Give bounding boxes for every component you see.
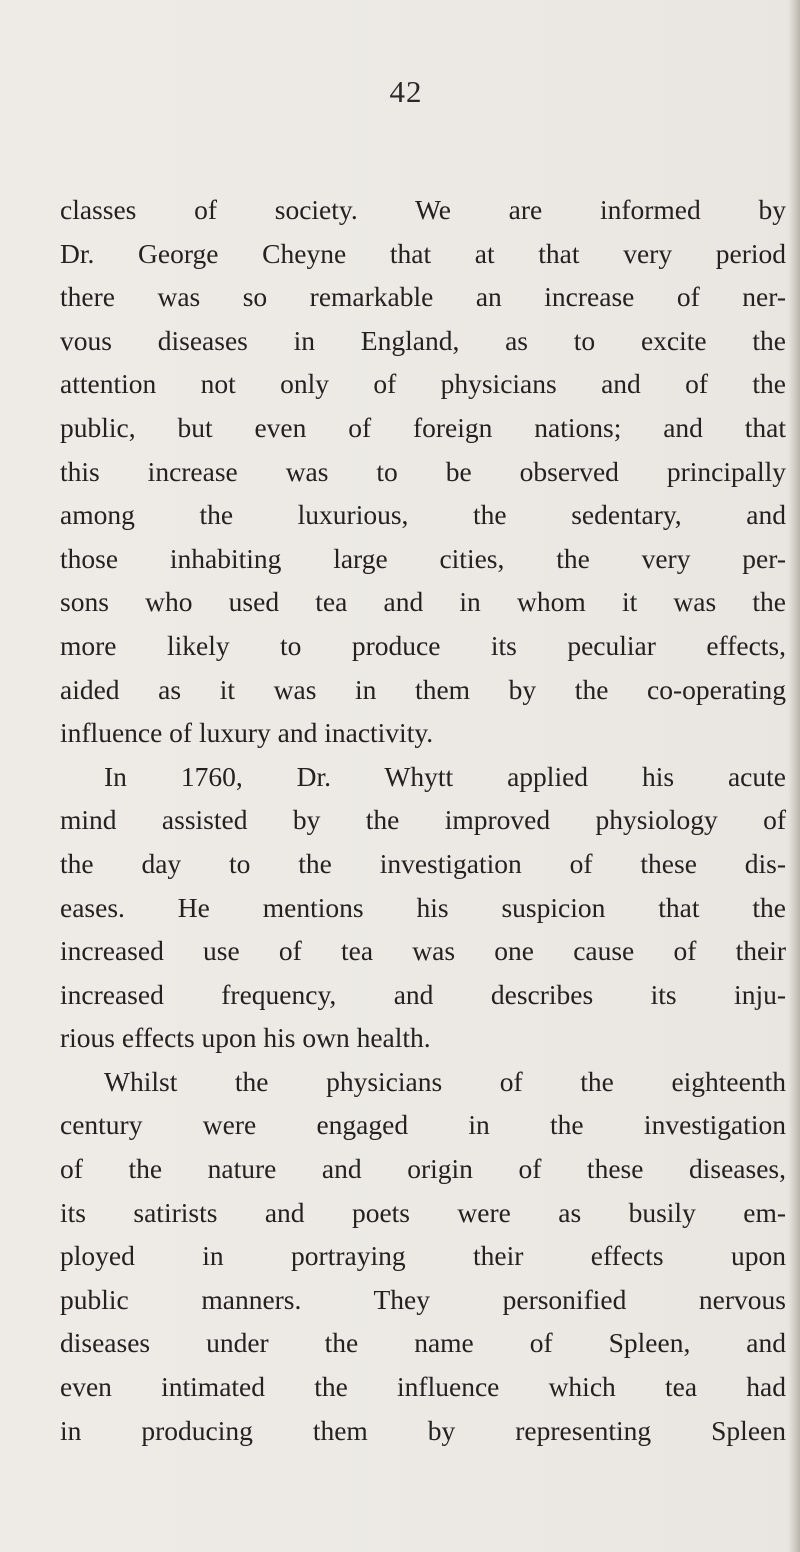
body-text bbox=[60, 188, 786, 1452]
text-line: century were engaged in the investigation bbox=[60, 1109, 786, 1141]
text-line: classes of society. We are informed by bbox=[60, 194, 786, 225]
text-line: this increase was to be observed principally bbox=[60, 455, 786, 487]
text-line: sons who used tea and in whom it was the bbox=[60, 586, 786, 618]
page-number: 42 bbox=[389, 74, 423, 109]
text-line: Dr. George Cheyne that at that very period bbox=[60, 237, 786, 269]
text-line: those inhabiting large cities, the very per- bbox=[60, 542, 786, 574]
text-line: even intimated the influence which tea had bbox=[60, 1371, 786, 1403]
text-line: vous diseases in England, as to excite the bbox=[60, 324, 786, 356]
text-line: public, but even of foreign nations; and that bbox=[60, 411, 786, 443]
text-line: the day to the investigation of these dis- bbox=[60, 847, 786, 879]
text-line: aided as it was in them by the co-operating bbox=[60, 673, 786, 705]
text-line: mind assisted by the improved physiology of bbox=[60, 804, 786, 836]
text-line: of the nature and origin of these diseases, bbox=[60, 1153, 786, 1185]
text-line: increased use of tea was one cause of their bbox=[60, 935, 786, 967]
text-line: its satirists and poets were as busily em- bbox=[60, 1196, 786, 1228]
text-line: attention not only of physicians and of the bbox=[60, 368, 786, 400]
text-line: rious effects upon his own health. bbox=[60, 1022, 431, 1054]
text-line: eases. He mentions his suspicion that the bbox=[60, 891, 786, 923]
text-line: more likely to produce its peculiar effects, bbox=[60, 629, 786, 661]
text-line: ployed in portraying their effects upon bbox=[60, 1240, 786, 1272]
text-line: influence of luxury and inactivity. bbox=[60, 717, 434, 749]
paragraph-start-line: Whilst the physicians of the eighteenth bbox=[104, 1065, 786, 1097]
text-line: increased frequency, and describes its inju- bbox=[60, 978, 786, 1010]
text-line: among the luxurious, the sedentary, and bbox=[60, 499, 786, 531]
paragraph-start-line: In 1760, Dr. Whytt applied his acute bbox=[104, 760, 786, 792]
text-line: there was so remarkable an increase of ner- bbox=[60, 281, 786, 313]
text-line: diseases under the name of Spleen, and bbox=[60, 1327, 786, 1359]
text-line: in producing them by representing Spleen bbox=[60, 1414, 786, 1446]
page-edge-shadow bbox=[788, 0, 800, 1552]
text-line: public manners. They personified nervous bbox=[60, 1283, 786, 1315]
